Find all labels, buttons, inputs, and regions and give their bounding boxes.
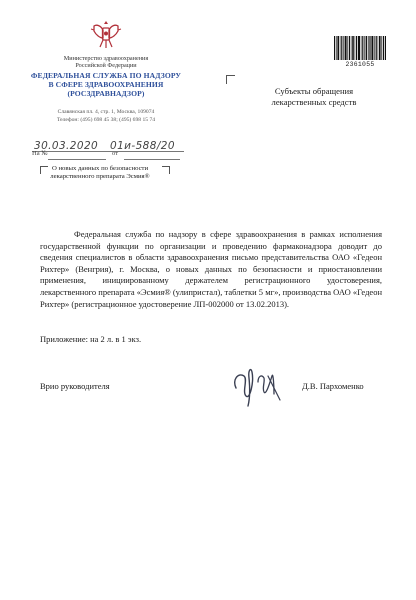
agency-address: Славянская пл. 4, стр. 1, Москва, 109074 (57, 109, 155, 115)
reference-number-label: На № (32, 150, 48, 157)
addressee-bracket (226, 75, 235, 84)
subject-bracket-right (162, 166, 170, 174)
letter-subject: О новых данных по безопасности лекарственного препарата Эсмия® (50, 165, 150, 181)
reference-number-blank (48, 158, 106, 160)
registration-underline (32, 150, 184, 152)
agency-name-line-1: ФЕДЕРАЛЬНАЯ СЛУЖБА ПО НАДЗОРУ (30, 71, 182, 80)
agency-phone: Телефон: (495) 698 45 38; (495) 698 15 74 (56, 117, 156, 123)
subject-bracket-left (40, 166, 48, 174)
attachment-note: Приложение: на 2 л. в 1 экз. (40, 334, 142, 344)
ministry-line-1: Министерство здравоохранения (63, 55, 149, 62)
agency-name-line-3: (РОСЗДРАВНАДЗОР) (67, 89, 145, 98)
reference-date-blank (124, 158, 180, 160)
registration-date: 30.03.2020 (34, 140, 99, 152)
barcode-number: 2361055 (345, 61, 375, 68)
signatory-name: Д.В. Пархоменко (302, 381, 364, 391)
reference-date-label: от (112, 150, 119, 157)
signatory-title: Врио руководителя (40, 381, 110, 391)
letter-body: Федеральная служба по надзору в сфере здравоохранения в рамках исполнения государственной функции по организации и проведению фармаконадзора доводит до сведения специалистов в области здравоохранения письмо представительства ОАО «Гедеон Рихтер» (Венгрия), г. Москва, о новых данных по безопасности и приостановлении применения, инициированному держателем регистрационного удостоверения, лекарственного препарата «Эсмия® (улипристал), таблетки 5 мг», производства ОАО «Гедеон Рихтер» (регистрационное удостоверение ЛП-002000 от 13.02.2013). (40, 229, 382, 309)
addressee: Субъекты обращения лекарственных средств (271, 86, 357, 107)
coat-of-arms-emblem-icon (88, 18, 124, 52)
agency-name-line-2: В СФЕРЕ ЗДРАВООХРАНЕНИЯ (48, 80, 164, 89)
ministry-line-2: Российской Федерации (75, 62, 137, 69)
barcode-icon (334, 36, 386, 60)
handwritten-signature-icon (228, 362, 290, 408)
registration-number: 01и-588/20 (110, 140, 175, 152)
